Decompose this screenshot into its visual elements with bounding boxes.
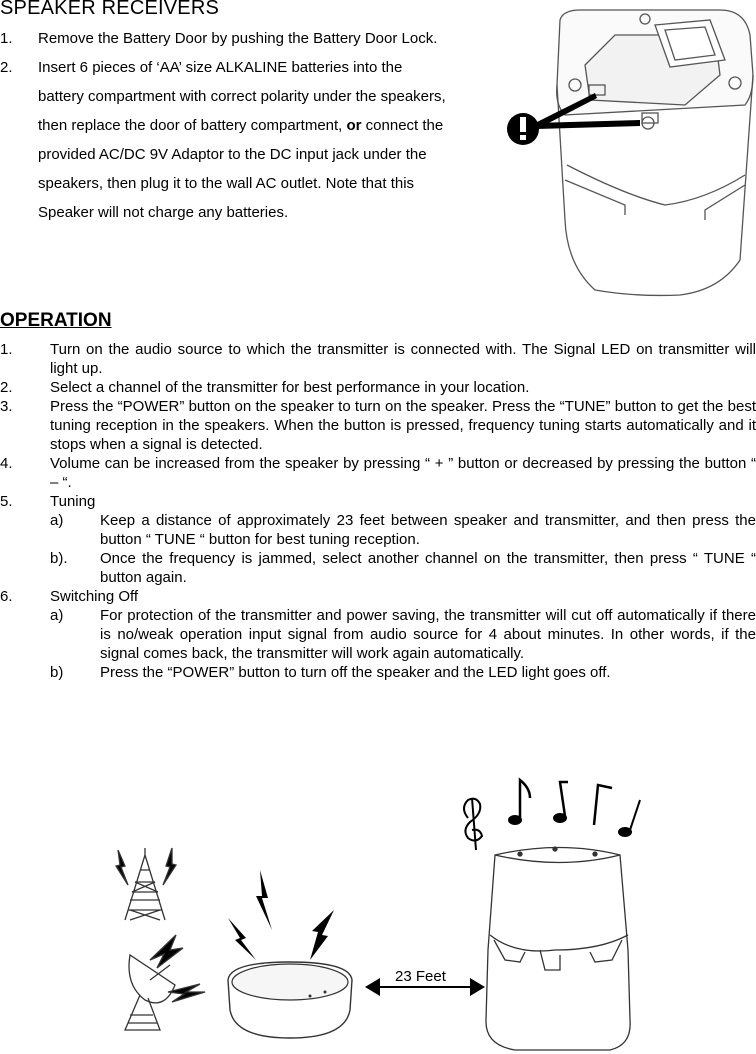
step-text: then replace the door of battery compartment, <box>38 117 347 134</box>
step-text: Remove the Battery Door by pushing the Battery Door Lock. <box>38 30 438 47</box>
step-text: connect the <box>361 117 444 134</box>
step-line: Insert 6 pieces of ‘AA’ size ALKALINE batteries into the <box>38 59 403 76</box>
operation-step-3 <box>0 397 756 454</box>
operation-substep-6a <box>0 606 756 663</box>
setup-step-1 <box>0 24 500 53</box>
operation-step-5 <box>0 492 756 511</box>
section-heading: SPEAKER RECEIVERS <box>0 0 220 19</box>
step-number: 4. <box>0 455 13 472</box>
step-number: 3. <box>0 398 13 415</box>
transmitter-icon <box>228 870 352 1038</box>
step-text: Press the “POWER” button to turn off the speaker and the LED light goes off. <box>100 664 611 681</box>
operation-step-1 <box>0 340 756 378</box>
step-number: 6. <box>0 588 13 605</box>
satellite-dish-icon <box>125 935 205 1030</box>
operation-step-2 <box>0 378 756 397</box>
step-line: Speaker will not charge any batteries. <box>38 204 289 221</box>
radio-tower-icon <box>116 848 176 920</box>
operation-substep-6b <box>0 663 756 682</box>
step-number: 1. <box>0 341 13 358</box>
step-text: Once the frequency is jammed, select another channel on the transmitter, then press “ TUNE “ button again. <box>100 550 756 586</box>
step-line: provided AC/DC 9V Adaptor to the DC input jack under the <box>38 146 427 163</box>
step-text: Switching Off <box>50 588 139 605</box>
step-line: speakers, then plug it to the wall AC outlet. Note that this <box>38 175 415 192</box>
operation-substep-5a <box>0 511 756 549</box>
step-line <box>38 111 500 140</box>
distance-label: 23 Feet <box>395 968 446 985</box>
step-text: For protection of the transmitter and power saving, the transmitter will cut off automatically if there is no/weak operation input signal from audio source for 4 about minutes. In other words, if the signal comes back, the transmitter will work again automatically. <box>100 607 756 662</box>
operation-list <box>0 340 756 682</box>
step-text: Tuning <box>50 493 96 510</box>
step-text: Volume can be increased from the speaker by pressing “ + ” button or decreased by pressing the button “ – “. <box>50 455 756 491</box>
step-number: a) <box>50 607 64 624</box>
music-notes-icon <box>464 780 640 850</box>
step-number: 5. <box>0 493 13 510</box>
setup-list <box>0 24 500 227</box>
step-text: Select a channel of the transmitter for best performance in your location. <box>50 379 530 396</box>
operation-step-4 <box>0 454 756 492</box>
step-text: Press the “POWER” button on the speaker to turn on the speaker. Press the “TUNE” button to get the best tuning reception in the speakers. When the button is pressed, frequency tuning starts automatically and it stops when a signal is detected. <box>50 398 756 453</box>
step-number: b) <box>50 664 64 681</box>
step-bold-word: or <box>346 117 362 134</box>
speaker-bottom-illustration <box>505 5 756 300</box>
operation-substep-5b <box>0 549 756 587</box>
step-text: Keep a distance of approximately 23 feet between speaker and transmitter, and then press the button “ TUNE “ button for best tuning reception. <box>100 512 756 548</box>
step-number: a) <box>50 512 64 529</box>
step-number: 2. <box>0 379 13 396</box>
step-number: b). <box>50 550 68 567</box>
operation-diagram <box>0 770 756 1054</box>
step-number: 1. <box>0 30 13 47</box>
step-line: battery compartment with correct polarity under the speakers, <box>38 88 446 105</box>
step-number: 2. <box>0 59 13 76</box>
operation-step-6 <box>0 587 756 606</box>
operation-title: OPERATION <box>0 310 112 331</box>
step-text: Turn on the audio source to which the transmitter is connected with. The Signal LED on transmitter will light up. <box>50 341 756 377</box>
speaker-icon <box>486 847 630 1050</box>
setup-step-2 <box>0 53 500 227</box>
